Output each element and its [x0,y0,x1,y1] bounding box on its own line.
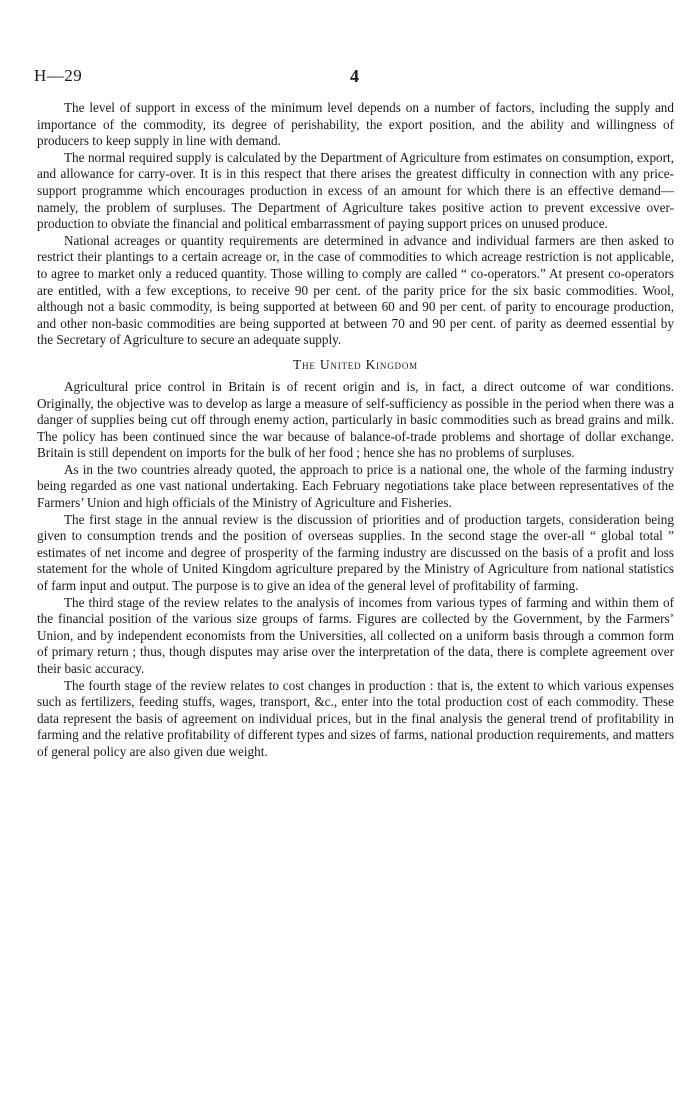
paragraph: As in the two countries already quoted, the approach to price is a national one, the whole of the farming industry being regarded as one vast national undertaking. Each February negotiations take place between representatives of the Farmers’ Union and high officials of the Ministry of Agriculture and Fisheries. [37,461,674,511]
paragraph: National acreages or quantity requirements are determined in advance and individual farmers are then asked to restrict their plantings to a certain acreage or, in the case of commodities to which acreage restriction is not applicable, to agree to market only a reduced quantity. Those willing to comply are called “ co-operators.” At present co-operators are entitled, with a few exceptions, to receive 90 per cent. of the parity price for the six basic commodities. Wool, although not a basic commodity, is being supported at between 60 and 90 per cent. of parity to encourage production, and other non-basic commodities are being supported at between 70 and 90 per cent. of parity as deemed essential by the Secretary of Agriculture to secure an adequate supply. [37,232,674,348]
page-number: 4 [350,66,359,86]
page-header [34,66,674,92]
document-reference: H—29 [34,66,83,85]
section-heading: The United Kingdom [293,356,418,372]
paragraph: Agricultural price control in Britain is of recent origin and is, in fact, a direct outcome of war conditions. Originally, the objective was to develop as large a measure of self-sufficiency as possible in the period when there was a danger of supplies being cut off through enemy action, particularly in basic commodities such as bread grains and milk. The policy has been continued since the war because of balance-of-trade problems and shortage of dollar exchange. Britain is still dependent on imports for the bulk of her food ; hence she has no problems of surpluses. [37,378,674,461]
paragraph: The normal required supply is calculated by the Department of Agriculture from estimates on consumption, export, and allowance for carry-over. It is in this respect that there arises the greatest difficulty in connection with any price-support programme which encourages production in excess of an amount for which there is an effective demand—namely, the problem of surpluses. The Department of Agriculture takes positive action to prevent excessive over-production to obviate the financial and political embarrassment of paying support prices on unused produce. [37,149,674,232]
paragraph: The third stage of the review relates to the analysis of incomes from various types of farming and within them of the financial position of the various size groups of farms. Figures are collected by the Government, by the Farmers’ Union, and by independent economists from the Universities, all collected on a uniform basis through a common form of primary return ; thus, though disputes may arise over the interpretation of the data, there is complete agreement over their basic accuracy. [37,594,674,676]
paragraph: The level of support in excess of the minimum level depends on a number of factors, including the supply and importance of the commodity, its degree of perishability, the export position, and the ability and willingness of producers to keep supply in line with demand. [37,100,674,149]
paragraph: The fourth stage of the review relates to cost changes in production : that is, the extent to which various expenses such as fertilizers, feeding stuffs, wages, transport, &c., enter into the total production cost of each commodity. These data represent the basis of agreement on individual prices, but in the final analysis the general trend of profitability in farming and the relative profitability of different types and sizes of farms, national production requirements, and matters of general policy are also given due weight. [37,677,674,759]
paragraph: The first stage in the annual review is the discussion of priorities and of production targets, consideration being given to consumption trends and the position of overseas supplies. In the second stage the over-all “ global total ” estimates of net income and degree of prosperity of the farming industry are discussed on the basis of a profit and loss statement for the whole of United Kingdom agriculture prepared by the Ministry of Agriculture from national statistics of farm input and output. The purpose is to give an idea of the general level of profitability of farming. [37,511,674,594]
body-text [37,100,674,761]
